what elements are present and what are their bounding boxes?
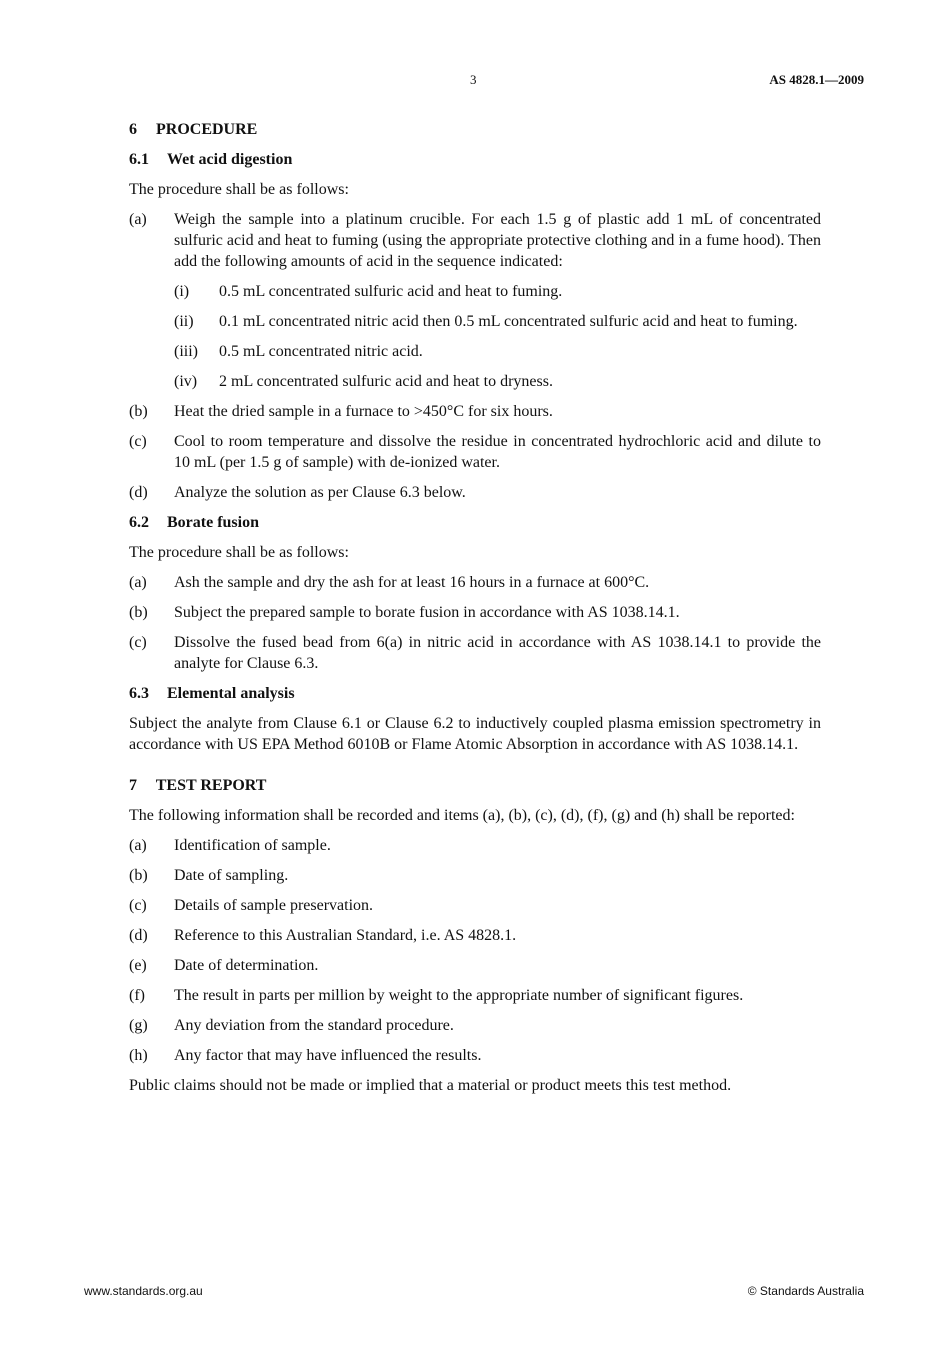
footer-website: www.standards.org.au [84,1284,203,1298]
item-text: Identification of sample. [174,837,331,854]
item-label: (c) [129,897,147,914]
sub-item-label: (iv) [174,373,198,390]
item-label: (h) [129,1047,148,1064]
page-content [129,119,821,1105]
sub-list-item [174,371,821,392]
sub-list-item [174,281,821,302]
list-item [129,401,821,422]
item-text: Details of sample preservation. [174,897,374,914]
item-text: Analyze the solution as per Clause 6.3 below. [174,484,466,501]
sub-item-text: 0.5 mL concentrated sulfuric acid and heat to fuming. [219,283,563,300]
list-item [129,835,821,856]
list-item [129,895,821,916]
item-text: Any factor that may have influenced the results. [174,1047,482,1064]
item-text: Date of determination. [174,957,319,974]
sub-item-label: (ii) [174,313,194,330]
item-label: (a) [129,211,147,228]
item-label: (c) [129,433,147,450]
sub-item-text: 2 mL concentrated sulfuric acid and heat to dryness. [219,373,553,390]
section-title: PROCEDURE [156,121,258,138]
list-item [129,209,821,272]
clause-6-3-heading [129,683,821,704]
footer-copyright: © Standards Australia [747,1284,864,1298]
item-label: (c) [129,634,147,651]
section-title: TEST REPORT [155,777,267,794]
sub-item-label: (i) [174,283,190,300]
item-text: Any deviation from the standard procedure. [174,1017,454,1034]
clause-title: Wet acid digestion [167,151,293,168]
item-label: (d) [129,927,148,944]
item-text: Subject the prepared sample to borate fusion in accordance with AS 1038.14.1. [174,604,680,621]
section-6-heading [129,119,821,140]
item-label: (e) [129,957,147,974]
item-label: (b) [129,867,148,884]
item-text: Reference to this Australian Standard, i.e. AS 4828.1. [174,927,517,944]
item-label: (a) [129,837,147,854]
list-item [129,602,821,623]
list-item [129,632,821,674]
clause-6-2-heading [129,512,821,533]
item-label: (d) [129,484,148,501]
list-item [129,985,821,1006]
item-text: Cool to room temperature and dissolve the residue in concentrated hydrochloric acid and dilute to 10 mL (per 1.5 g of sample) with de-ionized water. [174,433,821,471]
document-id: AS 4828.1—2009 [769,72,864,87]
list-item [129,955,821,976]
item-label: (g) [129,1017,148,1034]
sub-item-text: 0.5 mL concentrated nitric acid. [219,343,423,360]
item-text: Date of sampling. [174,867,289,884]
sub-list-item [174,341,821,362]
item-text: Ash the sample and dry the ash for at least 16 hours in a furnace at 600°C. [174,574,650,591]
closing-statement: Public claims should not be made or implied that a material or product meets this test method. [129,1077,732,1094]
section-7-heading [129,775,821,796]
list-item [129,1045,821,1066]
item-label: (a) [129,574,147,591]
item-text: The result in parts per million by weight to the appropriate number of significant figures. [174,987,744,1004]
sub-item-text: 0.1 mL concentrated nitric acid then 0.5 mL concentrated sulfuric acid and heat to fuming. [219,313,798,330]
clause-number: 6.2 [129,514,149,531]
item-label: (b) [129,604,148,621]
item-text: Dissolve the fused bead from 6(a) in nitric acid in accordance with AS 1038.14.1 to provide the analyte for Clause 6.3. [174,634,821,672]
section-number: 7 [129,777,137,794]
list-item [129,482,821,503]
sub-list-item [174,311,821,332]
list-item [129,925,821,946]
section-intro: The following information shall be recorded and items (a), (b), (c), (d), (f), (g) and (h) shall be reported: [129,807,795,824]
list-item [129,865,821,886]
section-number: 6 [129,121,137,138]
clause-title: Elemental analysis [167,685,295,702]
page-number: 3 [470,72,477,87]
item-text: Weigh the sample into a platinum crucible. For each 1.5 g of plastic add 1 mL of concentrated sulfuric acid and heat to fuming (using the appropriate protective clothing and in a fume hood). Then add the following amounts of acid in the sequence indicated: [174,211,821,270]
list-item [129,1015,821,1036]
item-text: Heat the dried sample in a furnace to >450°C for six hours. [174,403,553,420]
item-label: (b) [129,403,148,420]
list-item [129,572,821,593]
clause-intro: The procedure shall be as follows: [129,544,349,561]
clause-title: Borate fusion [167,514,259,531]
clause-number: 6.3 [129,685,149,702]
item-label: (f) [129,987,145,1004]
list-item [129,431,821,473]
clause-body: Subject the analyte from Clause 6.1 or Clause 6.2 to inductively coupled plasma emission spectrometry in accordance with US EPA Method 6010B or Flame Atomic Absorption in accordance with AS 1038.14.1. [129,715,821,753]
clause-number: 6.1 [129,151,149,168]
clause-6-1-heading [129,149,821,170]
clause-intro: The procedure shall be as follows: [129,181,349,198]
sub-item-label: (iii) [174,343,198,360]
